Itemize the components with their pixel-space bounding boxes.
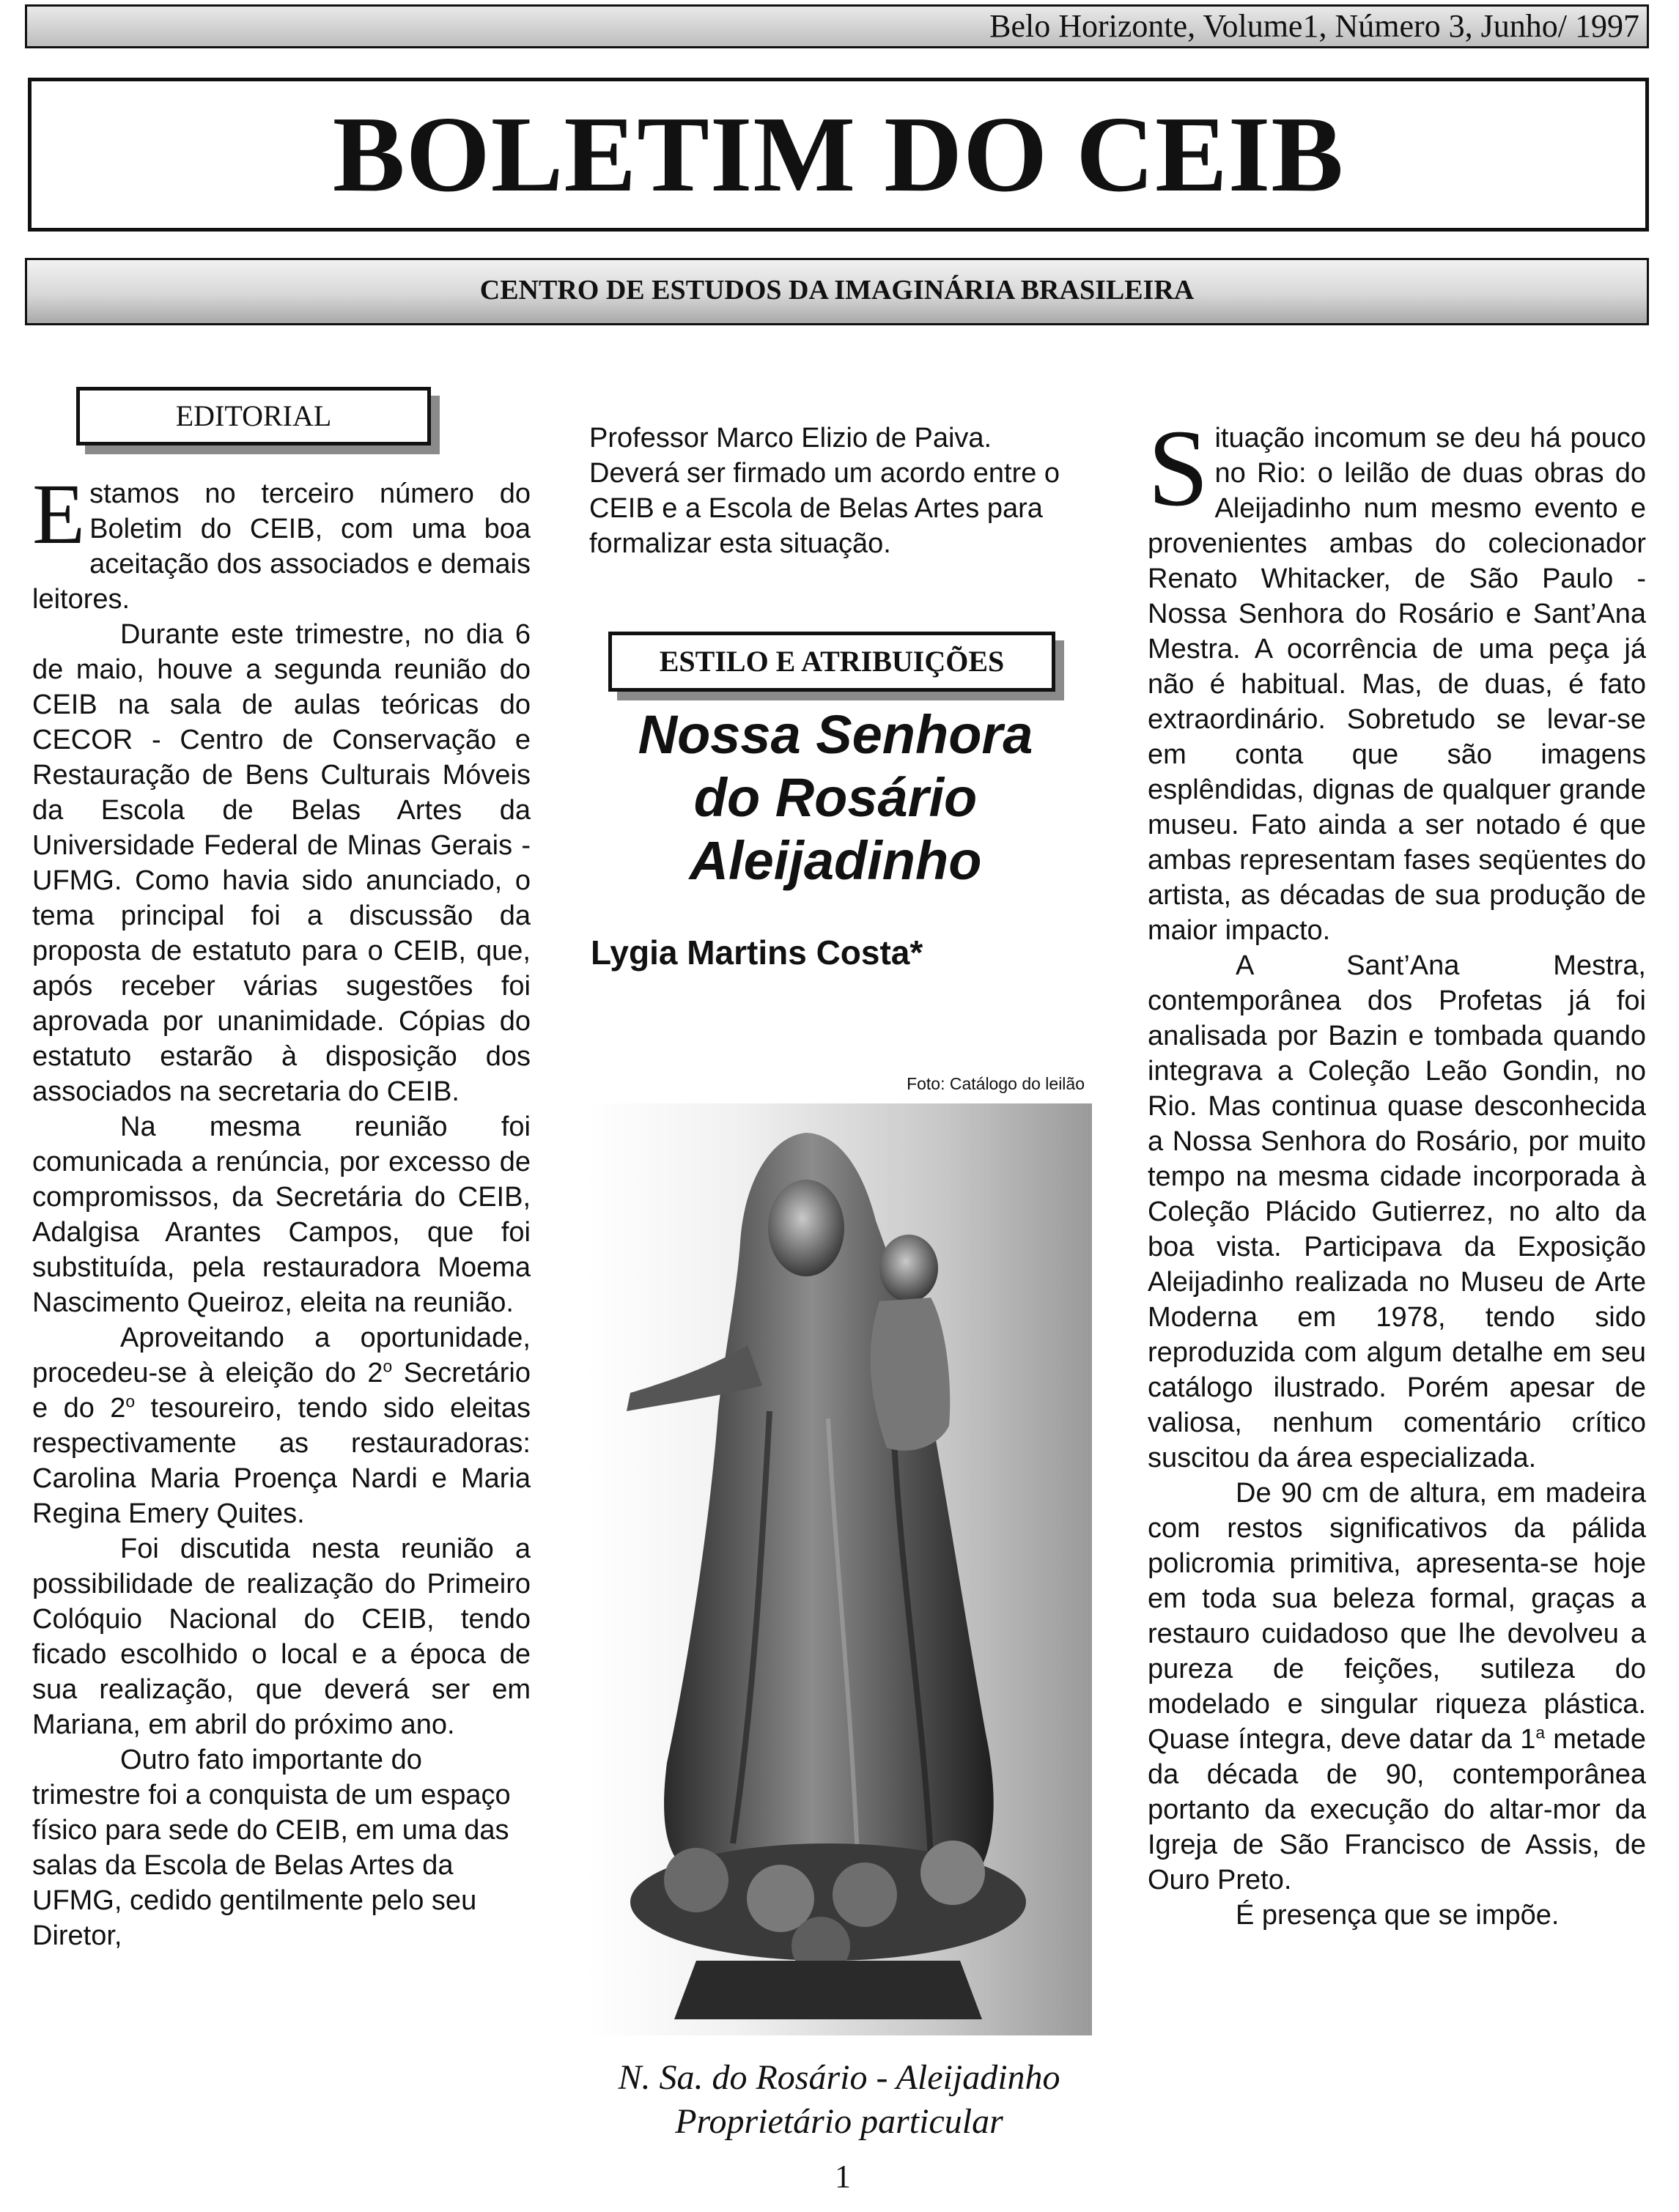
photo-credit: Foto: Catálogo do leilão [907, 1074, 1085, 1093]
article-drop-cap: S [1148, 407, 1209, 529]
caption-line-2: Proprietário particular [675, 2102, 1003, 2141]
editorial-p4-part-c: tesoureiro, tendo sido eleitas respectivamente as restauradoras: Carolina Maria Proença Nardi e Maria Regina Emery Quites. [32, 1393, 531, 1529]
article-paragraph-4: É presença que se impõe. [1236, 1900, 1560, 1931]
article-section-label [608, 632, 1055, 692]
editorial-drop-cap: E [32, 466, 86, 562]
editorial-paragraph-5: Foi discutida nesta reunião a possibilidade de realização do Primeiro Colóquio Nacional do CEIB, tendo ficado escolhido o local e a época de sua realização, que deverá ser em Mariana, em abril do próximo ano. [32, 1534, 531, 1740]
editorial-continuation [589, 421, 1088, 561]
article-section-label-text: ESTILO E ATRIBUIÇÕES [659, 645, 1005, 678]
article-p3-part-b: metade da década de 90, contemporânea portanto da execução do altar-mor da Igreja de São Francisco de Assis, de Ouro Preto. [1148, 1724, 1646, 1895]
editorial-p4-part-a: Aproveitando a oportunidade, procedeu-se à eleição do 2 [32, 1323, 531, 1388]
editorial-continuation-text: Professor Marco Elizio de Paiva. Deverá ser firmado um acordo entre o CEIB e a Escola de Belas Artes para formalizar esta situação. [589, 423, 1060, 559]
newsletter-subtitle: CENTRO DE ESTUDOS DA IMAGINÁRIA BRASILEIRA [479, 275, 1195, 306]
article-paragraph-1 [1148, 407, 1646, 948]
editorial-section-label [76, 387, 431, 445]
article-column [1148, 407, 1646, 1933]
issue-info-bar [25, 4, 1649, 48]
editorial-paragraph-2: Durante este trimestre, no dia 6 de maio, houve a segunda reunião do CEIB na sala de aulas teóricas do CECOR - Centro de Conservação e Restauração de Bens Culturais Móveis da Escola de Belas Artes da Universidade Federal de Minas Gerais - UFMG. Como havia sido anunciado, o tema principal foi a discussão da proposta de estatuto para o CEIB, que, após receber várias sugestões foi aprovada por unanimidade. Cópias do estatuto estarão à disposição dos associados na secretaria do CEIB. [32, 619, 531, 1107]
photo-caption [586, 2056, 1092, 2144]
article-paragraph-3 [1148, 1476, 1646, 1898]
article-author: Lygia Martins Costa* [591, 933, 923, 972]
article-paragraph-2: A Sant’Ana Mestra, contemporânea dos Profetas já foi analisada por Bazin e tombada quando integrava a Coleção Leão Gondin, no Rio. Mas continua quase desconhecida a Nossa Senhora do Rosário, por muito tempo na mesma cidade incorporada à Coleção Plácido Gutierrez, no alto da boa vista. Participava da Exposição Aleijadinho realizada no Museu de Arte Moderna em 1978, tendo sido reproduzida com algum detalhe em seu catálogo ilustrado. Porém apesar de valiosa, nenhum comentário crítico suscitou da área especializada. [1148, 950, 1646, 1473]
issue-line: Belo Horizonte, Volume1, Número 3, Junho/ 1997 [989, 8, 1639, 44]
article-p3-part-a: De 90 cm de altura, em madeira com restos significativos da pálida policromia primitiva, apresenta-se hoje em toda sua beleza formal, graças a restauro cuidadoso que lhe devolveu a pureza de feições, sutileza do modelado e singular riqueza plástica. Quase íntegra, deve datar da 1 [1148, 1478, 1646, 1755]
editorial-paragraph-6: Outro fato importante do trimestre foi a conquista de um espaço físico para sede do CEIB, em uma das salas da Escola de Belas Artes da UFMG, cedido gentilmente pelo seu Diretor, [32, 1745, 511, 1951]
ordinal-superscript: o [125, 1391, 136, 1411]
page-number: 1 [835, 2159, 851, 2194]
newsletter-title: BOLETIM DO CEIB [332, 95, 1345, 215]
ordinal-superscript: a [1535, 1723, 1546, 1742]
statue-photo [586, 1103, 1092, 2035]
editorial-p4-part-b: Secretário e do 2 [32, 1358, 531, 1424]
statue-illustration [586, 1103, 1092, 2035]
editorial-paragraph-3: Na mesma reunião foi comunicada a renúncia, por excesso de compromissos, da Secretária do CEIB, Adalgisa Arantes Campos, que foi substituída, pela restauradora Moema Nascimento Queiroz, eleita na reunião. [32, 1111, 531, 1318]
editorial-paragraph-4 [32, 1320, 531, 1531]
ordinal-superscript: o [383, 1356, 393, 1376]
caption-line-1: N. Sa. do Rosário - Aleijadinho [618, 2058, 1060, 2097]
editorial-column [32, 466, 531, 1953]
subtitle-bar [25, 258, 1649, 325]
article-p1-text: ituação incomum se deu há pouco no Rio: o leilão de duas obras do Aleijadinho num mesmo evento e provenientes ambas do colecionador Renato Whitacker, de São Paulo - Nossa Senhora do Rosário e Sant’Ana Mestra. A ocorrência de uma peça já não é habitual. Mas, de duas, é fato extraordinário. Sobretudo se levar-se em conta que são imagens esplêndidas, dignas de qualquer grande museu. Fato ainda a ser notado é que ambas representam fases seqüentes do artista, as décadas de sua produção de maior impacto. [1148, 423, 1646, 946]
editorial-p1-text: stamos no terceiro número do Boletim do CEIB, com uma boa aceitação dos associados e demais leitores. [32, 478, 531, 615]
editorial-paragraph-1 [32, 466, 531, 617]
article-title: Nossa Senhora do Rosário Aleijadinho [638, 704, 1033, 891]
masthead [28, 78, 1649, 232]
editorial-label-text: EDITORIAL [175, 399, 332, 432]
